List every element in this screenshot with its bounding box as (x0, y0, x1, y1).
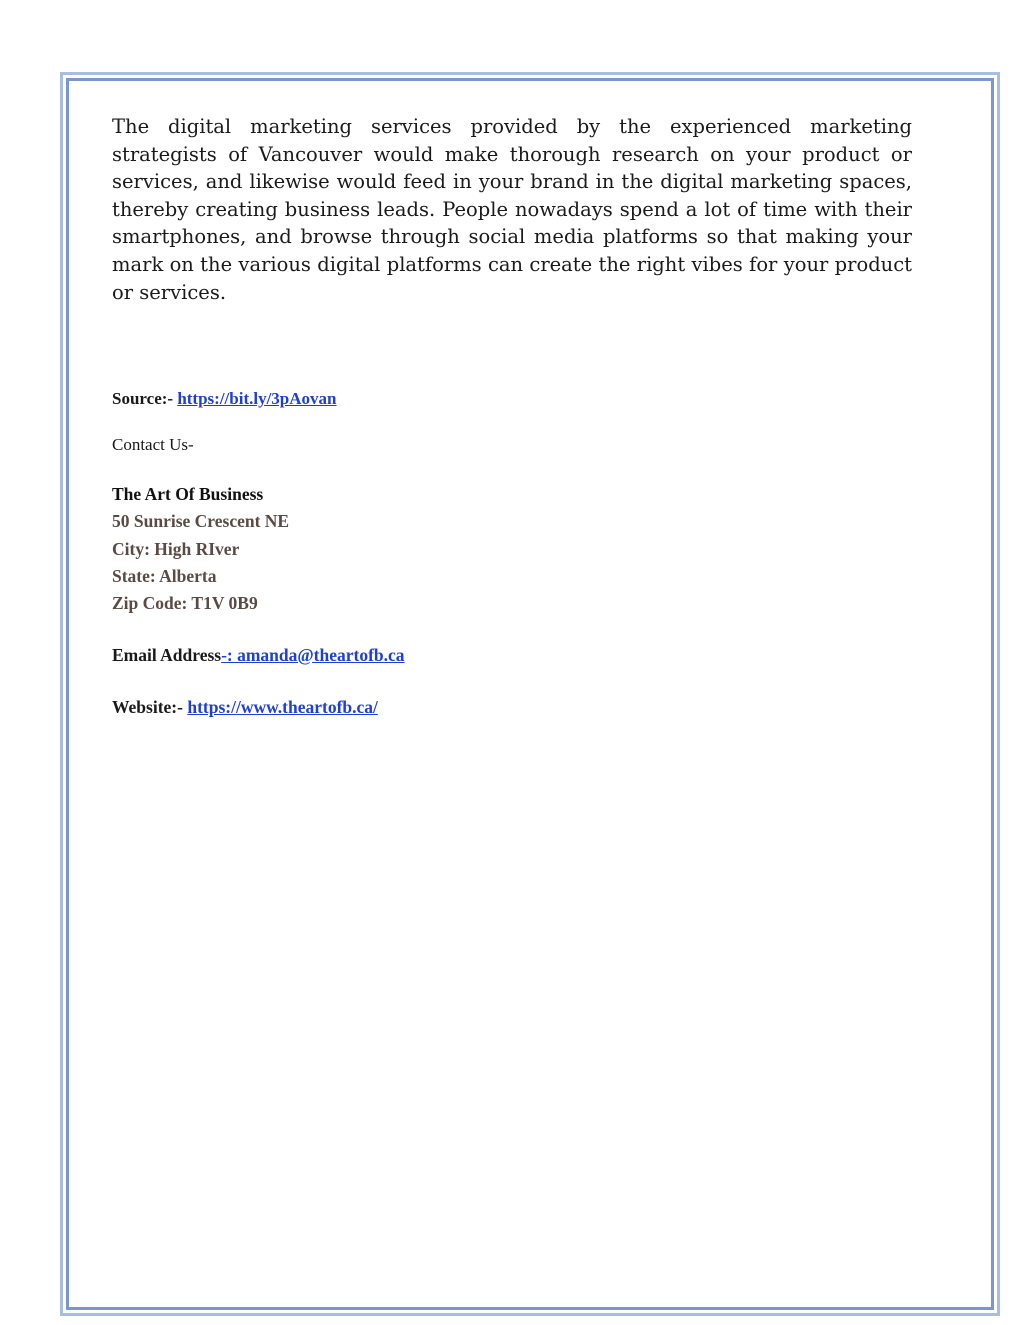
email-line (112, 645, 405, 666)
source-label: Source:- (112, 389, 178, 408)
city-line: City: High RIver (112, 538, 240, 559)
website-link[interactable]: https://www.theartofb.ca/ (187, 697, 378, 717)
website-label: Website:- (112, 697, 188, 717)
zip-line: Zip Code: T1V 0B9 (112, 593, 258, 614)
state-line: State: Alberta (112, 565, 217, 586)
source-link[interactable]: https://bit.ly/3pAovan (177, 389, 337, 408)
body-paragraph: The digital marketing services provided by the experienced marketing strategists of Vancouver would make thorough research on your product or services, and likewise would feed in your brand in the digital marketing spaces, thereby creating business leads. People nowadays spend a lot of time with their smartphones, and browse through social media platforms so that making your mark on the various digital platforms can create the right vibes for your product or services. (112, 115, 912, 304)
street-address: 50 Sunrise Crescent NE (112, 511, 290, 532)
company-name: The Art Of Business (112, 484, 264, 504)
address-block (112, 481, 289, 617)
website-line (112, 697, 378, 718)
contact-us-label: Contact Us- (112, 435, 194, 454)
document-content (112, 113, 912, 717)
email-link[interactable]: -: amanda@theartofb.ca (221, 645, 405, 665)
source-line (112, 389, 337, 409)
email-label: Email Address (112, 645, 222, 665)
